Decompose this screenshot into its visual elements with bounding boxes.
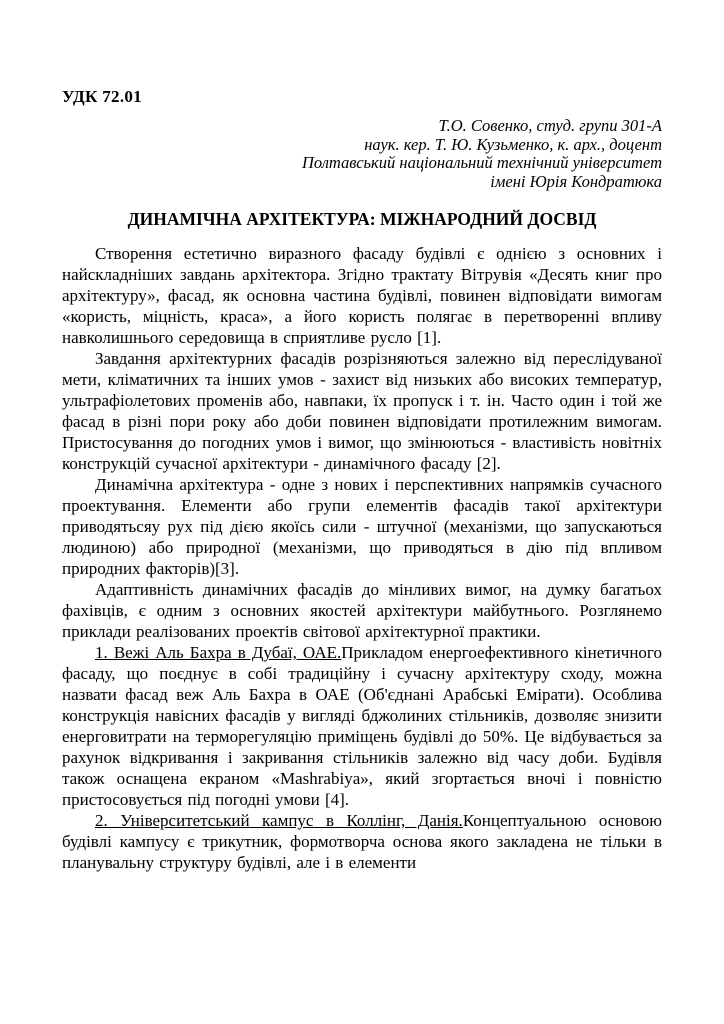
paragraph-heading-segment: 2. Університетський кампус в Коллінг, Данія. (95, 811, 463, 831)
paragraph-text-segment: Концептуальною основою будівлі кампусу є трикутник, формотворча основа якого закладена не тільки в планувальну структуру будівлі, але і в елементи (62, 811, 662, 873)
paragraph (62, 642, 662, 810)
paragraph-text-segment: Адаптивність динамічних фасадів до мінливих вимог, на думку багатьох фахівців, є одним з основних якостей архітектури майбутнього. Розглянемо приклади реалізованих проектів світової архітектурної практики. (62, 580, 662, 642)
paragraph-heading-segment: 1. Вежі Аль Бахра в Дубаї, ОАЕ. (95, 643, 342, 663)
udc-code: УДК 72.01 (62, 87, 142, 106)
paragraph (62, 243, 662, 348)
article-body (62, 243, 662, 873)
author-line: наук. кер. Т. Ю. Кузьменко, к. арх., доцент (364, 134, 662, 154)
paragraph-text-segment: Створення естетично виразного фасаду будівлі є однією з основних і найскладніших завдань архітектора. Згідно трактату Вітрувія «Десять книг про архітектуру», фасад, як основна частина будівлі, повинен відповідати вимогам «користь, міцність, краса», а його користь полягає в перетворенні впливу навколишнього середовища в сприятливе русло [1]. (62, 244, 662, 348)
paragraph (62, 348, 662, 474)
author-line: імені Юрія Кондратюка (490, 171, 662, 191)
paragraph (62, 579, 662, 642)
author-block (62, 117, 662, 191)
paragraph (62, 474, 662, 579)
article-title: ДИНАМІЧНА АРХІТЕКТУРА: МІЖНАРОДНИЙ ДОСВІД (127, 209, 597, 230)
paragraph (62, 810, 662, 873)
paragraph-text-segment: Завдання архітектурних фасадів розрізняються залежно від переслідуваної мети, кліматичних та інших умов - захист від низьких або високих температур, ультрафіолетових променів або, навпаки, їх пропуск і т. ін. Часто один і той же фасад в різні пори року або доби повинен відповідати протилежним вимогам. Пристосування до погодних умов і вимог, що змінюються - властивість новітніх конструкцій сучасної архітектури - динамічного фасаду [2]. (62, 349, 662, 474)
paragraph-text-segment: Динамічна архітектура - одне з нових і перспективних напрямків сучасного проектування. Елементи або групи елементів фасадів такої архітектури приводятьсяу рух під дією якоїсь сили - штучної (механізми, що запускаються людиною) або природної (механізми, що приводяться в дію під впливом природних факторів)[3]. (62, 475, 662, 579)
author-line: Т.О. Совенко, студ. групи 301-А (438, 116, 662, 135)
author-line: Полтавський національний технічний університет (301, 153, 662, 173)
paragraph-text-segment: Прикладом енергоефективного кінетичного фасаду, що поєднує в собі традиційну і сучасну архітектуру сходу, можна назвати фасад веж Аль Бахра в ОАЕ (Об'єднані Арабські Емірати). Особлива конструкція навісних фасадів у вигляді бджолиних стільників, дозволяє знизити енерговитрати на терморегуляцію приміщень будівлі до 50%. Це відбувається за рахунок відкривання і закривання стільників залежно від часу доби. Будівля також оснащена екраном «Mashrabiya», який згортається вночі і повністю пристосовується під погодні умови [4]. (62, 643, 662, 810)
